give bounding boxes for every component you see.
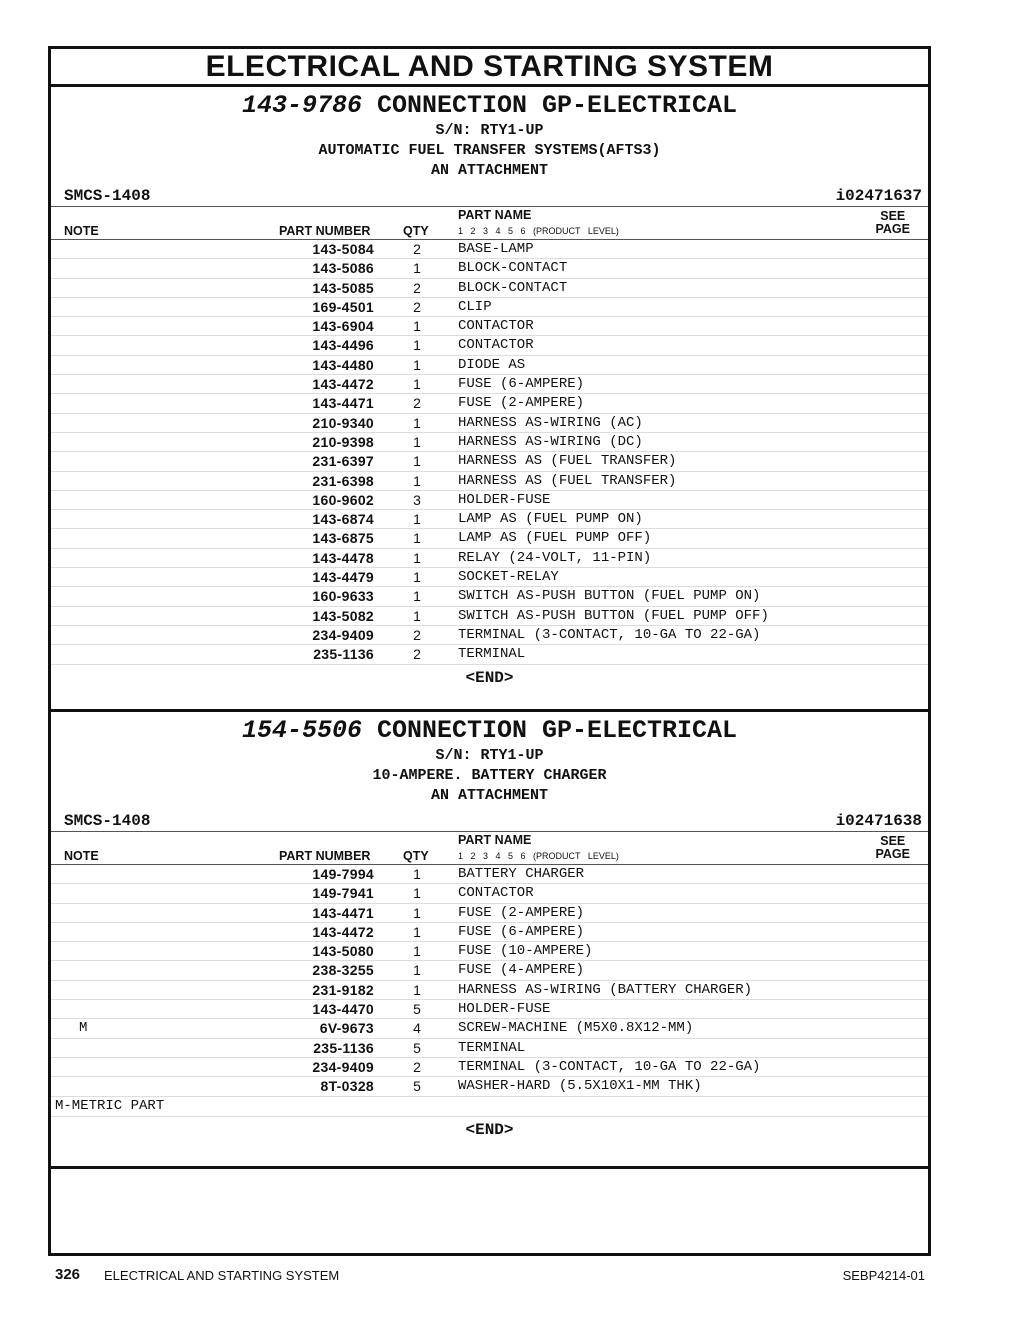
see-label: SEE [880, 209, 906, 223]
qty-cell: 1 [413, 376, 421, 393]
table-row [51, 414, 928, 433]
group-number: 154-5506 [241, 716, 362, 745]
part-name-cell: HOLDER-FUSE [458, 1001, 551, 1018]
part-name-cell: BATTERY CHARGER [458, 866, 585, 882]
part-number-cell: 143-4472 [312, 376, 374, 393]
table-row [51, 626, 928, 645]
see-label: SEE [880, 834, 906, 848]
table-row [51, 607, 928, 626]
table-row [51, 240, 928, 259]
table-row [51, 587, 928, 606]
qty-cell: 1 [413, 337, 421, 354]
section-143-9786 [51, 91, 928, 712]
part-number-cell: 231-6398 [312, 472, 374, 489]
part-number-cell: 238-3255 [312, 962, 374, 979]
part-name-cell: HARNESS AS-WIRING (DC) [458, 433, 643, 450]
part-number-cell: 143-5082 [312, 607, 374, 624]
serial-number: S/N: RTY1-UP [435, 747, 544, 764]
col-part-number: PART NUMBER [279, 849, 371, 863]
part-number-cell: 231-6397 [312, 453, 374, 470]
col-part-name: PART NAME [458, 208, 532, 222]
qty-cell: 5 [413, 1039, 421, 1056]
page-frame [48, 46, 931, 1256]
table-row [51, 356, 928, 375]
column-header [51, 206, 928, 240]
footnote: M-METRIC PART [51, 1097, 928, 1117]
part-number-cell: 160-9602 [312, 491, 374, 508]
part-name-cell: TERMINAL [458, 1039, 526, 1056]
table-row [51, 884, 928, 903]
section-subtitle: 10-AMPERE. BATTERY CHARGER [372, 767, 607, 784]
qty-cell: 1 [413, 453, 421, 470]
part-name-cell: FUSE (10-AMPERE) [458, 943, 593, 960]
part-number-cell: 234-9409 [312, 1058, 374, 1075]
part-name-cell: TERMINAL (3-CONTACT, 10-GA TO 22-GA) [458, 1058, 761, 1075]
qty-cell: 1 [413, 549, 421, 566]
part-number-cell: 143-4472 [312, 923, 374, 940]
part-name-cell: CONTACTOR [458, 337, 534, 354]
part-number-cell: 6V-9673 [319, 1020, 374, 1037]
part-name-cell: SOCKET-RELAY [458, 569, 559, 586]
part-number-cell: 8T-0328 [320, 1078, 374, 1095]
table-row [51, 1019, 928, 1038]
part-name-cell: BLOCK-CONTACT [458, 260, 568, 277]
part-number-cell: 160-9633 [312, 588, 374, 605]
qty-cell: 1 [413, 904, 421, 921]
table-row [51, 1077, 928, 1096]
parts-list [51, 865, 928, 1097]
page-footer [55, 1266, 925, 1286]
part-name-cell: TERMINAL (3-CONTACT, 10-GA TO 22-GA) [458, 626, 761, 643]
document-id: SEBP4214-01 [842, 1268, 925, 1283]
qty-cell: 1 [413, 414, 421, 431]
part-number-cell: 143-6904 [312, 318, 374, 335]
table-row [51, 491, 928, 510]
part-number-cell: 143-4471 [312, 395, 374, 412]
qty-cell: 1 [413, 866, 421, 882]
qty-cell: 1 [413, 318, 421, 335]
part-name-cell: BLOCK-CONTACT [458, 279, 568, 296]
part-name-cell: SWITCH AS-PUSH BUTTON (FUEL PUMP ON) [458, 588, 761, 605]
part-name-cell: SCREW-MACHINE (M5X0.8X12-MM) [458, 1020, 694, 1037]
table-row [51, 645, 928, 664]
part-number-cell: 143-6874 [312, 511, 374, 528]
part-name-cell: FUSE (2-AMPERE) [458, 904, 585, 921]
table-row [51, 568, 928, 587]
col-note: NOTE [64, 224, 99, 238]
section-154-5506 [51, 716, 928, 1169]
part-name-cell: FUSE (6-AMPERE) [458, 923, 585, 940]
table-row [51, 472, 928, 491]
part-name-cell: LAMP AS (FUEL PUMP OFF) [458, 530, 652, 547]
table-row [51, 904, 928, 923]
part-number-cell: 210-9398 [312, 433, 374, 450]
qty-cell: 1 [413, 472, 421, 489]
table-row [51, 1058, 928, 1077]
col-part-number: PART NUMBER [279, 224, 371, 238]
part-number-cell: 143-5080 [312, 943, 374, 960]
col-qty: QTY [403, 224, 429, 238]
part-number-cell: 143-4478 [312, 549, 374, 566]
qty-cell: 1 [413, 885, 421, 902]
part-number-cell: 143-4496 [312, 337, 374, 354]
table-row [51, 981, 928, 1000]
section-subtitle-2: AN ATTACHMENT [430, 787, 549, 804]
table-row [51, 1039, 928, 1058]
qty-cell: 1 [413, 260, 421, 277]
part-number-cell: 143-4471 [312, 904, 374, 921]
smcs-row [51, 186, 928, 206]
part-name-cell: HARNESS AS (FUEL TRANSFER) [458, 472, 677, 489]
part-number-cell: 231-9182 [312, 981, 374, 998]
group-number: 143-9786 [241, 91, 362, 120]
part-name-cell: TERMINAL [458, 646, 526, 663]
group-name: CONNECTION GP-ELECTRICAL [376, 716, 738, 745]
group-name: CONNECTION GP-ELECTRICAL [376, 91, 738, 120]
section-title [51, 91, 928, 121]
qty-cell: 1 [413, 981, 421, 998]
table-row [51, 529, 928, 548]
smcs-code: SMCS-1408 [64, 187, 151, 205]
part-name-cell: HARNESS AS-WIRING (BATTERY CHARGER) [458, 981, 753, 998]
section-subtitle: AUTOMATIC FUEL TRANSFER SYSTEMS(AFTS3) [318, 142, 661, 159]
section-subtitle-2: AN ATTACHMENT [430, 162, 549, 179]
qty-cell: 1 [413, 962, 421, 979]
part-number-cell: 149-7941 [312, 885, 374, 902]
table-row [51, 298, 928, 317]
qty-cell: 5 [413, 1078, 421, 1095]
table-row [51, 865, 928, 884]
part-name-cell: CONTACTOR [458, 885, 534, 902]
note-cell: M [79, 1020, 88, 1037]
col-product-level: 1 2 3 4 5 6 (PRODUCT LEVEL) [458, 851, 619, 861]
part-name-cell: CONTACTOR [458, 318, 534, 335]
end-marker: <END> [465, 1120, 514, 1139]
qty-cell: 2 [413, 241, 421, 257]
part-number-cell: 143-5086 [312, 260, 374, 277]
page-number: 326 [55, 1266, 81, 1283]
qty-cell: 4 [413, 1020, 421, 1037]
qty-cell: 1 [413, 356, 421, 373]
table-row [51, 923, 928, 942]
part-name-cell: FUSE (6-AMPERE) [458, 376, 585, 393]
qty-cell: 2 [413, 298, 421, 315]
qty-cell: 2 [413, 279, 421, 296]
part-name-cell: SWITCH AS-PUSH BUTTON (FUEL PUMP OFF) [458, 607, 769, 624]
smcs-row [51, 811, 928, 831]
part-number-cell: 143-4470 [312, 1001, 374, 1018]
qty-cell: 1 [413, 433, 421, 450]
page-label: PAGE [875, 847, 910, 861]
part-name-cell: BASE-LAMP [458, 241, 534, 257]
part-number-cell: 143-4479 [312, 569, 374, 586]
qty-cell: 1 [413, 569, 421, 586]
qty-cell: 1 [413, 943, 421, 960]
table-row [51, 942, 928, 961]
qty-cell: 1 [413, 511, 421, 528]
table-row [51, 510, 928, 529]
part-name-cell: HOLDER-FUSE [458, 491, 551, 508]
part-number-cell: 234-9409 [312, 626, 374, 643]
part-name-cell: RELAY (24-VOLT, 11-PIN) [458, 549, 652, 566]
page-header: ELECTRICAL AND STARTING SYSTEM [51, 49, 928, 87]
table-row [51, 317, 928, 336]
page-label: PAGE [875, 222, 910, 236]
part-name-cell: WASHER-HARD (5.5X10X1-MM THK) [458, 1078, 702, 1095]
section-title [51, 716, 928, 746]
col-note: NOTE [64, 849, 99, 863]
part-number-cell: 143-4480 [312, 356, 374, 373]
table-row [51, 433, 928, 452]
part-number-cell: 143-5084 [312, 241, 374, 257]
qty-cell: 3 [413, 491, 421, 508]
table-row [51, 336, 928, 355]
qty-cell: 2 [413, 395, 421, 412]
qty-cell: 1 [413, 607, 421, 624]
part-number-cell: 143-5085 [312, 279, 374, 296]
table-row [51, 549, 928, 568]
table-row [51, 961, 928, 980]
qty-cell: 2 [413, 626, 421, 643]
col-qty: QTY [403, 849, 429, 863]
table-row [51, 259, 928, 278]
end-marker: <END> [465, 668, 514, 687]
qty-cell: 2 [413, 646, 421, 663]
qty-cell: 5 [413, 1001, 421, 1018]
serial-number: S/N: RTY1-UP [435, 122, 544, 139]
part-name-cell: FUSE (2-AMPERE) [458, 395, 585, 412]
column-header [51, 831, 928, 865]
illustration-id: i02471638 [835, 812, 922, 830]
part-name-cell: HARNESS AS (FUEL TRANSFER) [458, 453, 677, 470]
illustration-id: i02471637 [835, 187, 922, 205]
part-name-cell: DIODE AS [458, 356, 526, 373]
qty-cell: 1 [413, 588, 421, 605]
part-name-cell: LAMP AS (FUEL PUMP ON) [458, 511, 643, 528]
part-number-cell: 235-1136 [313, 646, 374, 663]
col-see-page [876, 210, 911, 236]
col-part-name: PART NAME [458, 833, 532, 847]
table-row [51, 394, 928, 413]
part-number-cell: 149-7994 [312, 866, 374, 882]
part-number-cell: 235-1136 [313, 1039, 374, 1056]
footer-title: ELECTRICAL AND STARTING SYSTEM [104, 1268, 340, 1283]
table-row [51, 1000, 928, 1019]
table-row [51, 375, 928, 394]
smcs-code: SMCS-1408 [64, 812, 151, 830]
part-name-cell: FUSE (4-AMPERE) [458, 962, 585, 979]
part-name-cell: HARNESS AS-WIRING (AC) [458, 414, 643, 431]
qty-cell: 2 [413, 1058, 421, 1075]
qty-cell: 1 [413, 923, 421, 940]
table-row [51, 279, 928, 298]
part-name-cell: CLIP [458, 298, 492, 315]
qty-cell: 1 [413, 530, 421, 547]
col-product-level: 1 2 3 4 5 6 (PRODUCT LEVEL) [458, 226, 619, 236]
col-see-page [876, 835, 911, 861]
part-number-cell: 143-6875 [312, 530, 374, 547]
part-number-cell: 169-4501 [312, 298, 374, 315]
part-number-cell: 210-9340 [312, 414, 374, 431]
table-row [51, 452, 928, 471]
parts-list [51, 240, 928, 665]
